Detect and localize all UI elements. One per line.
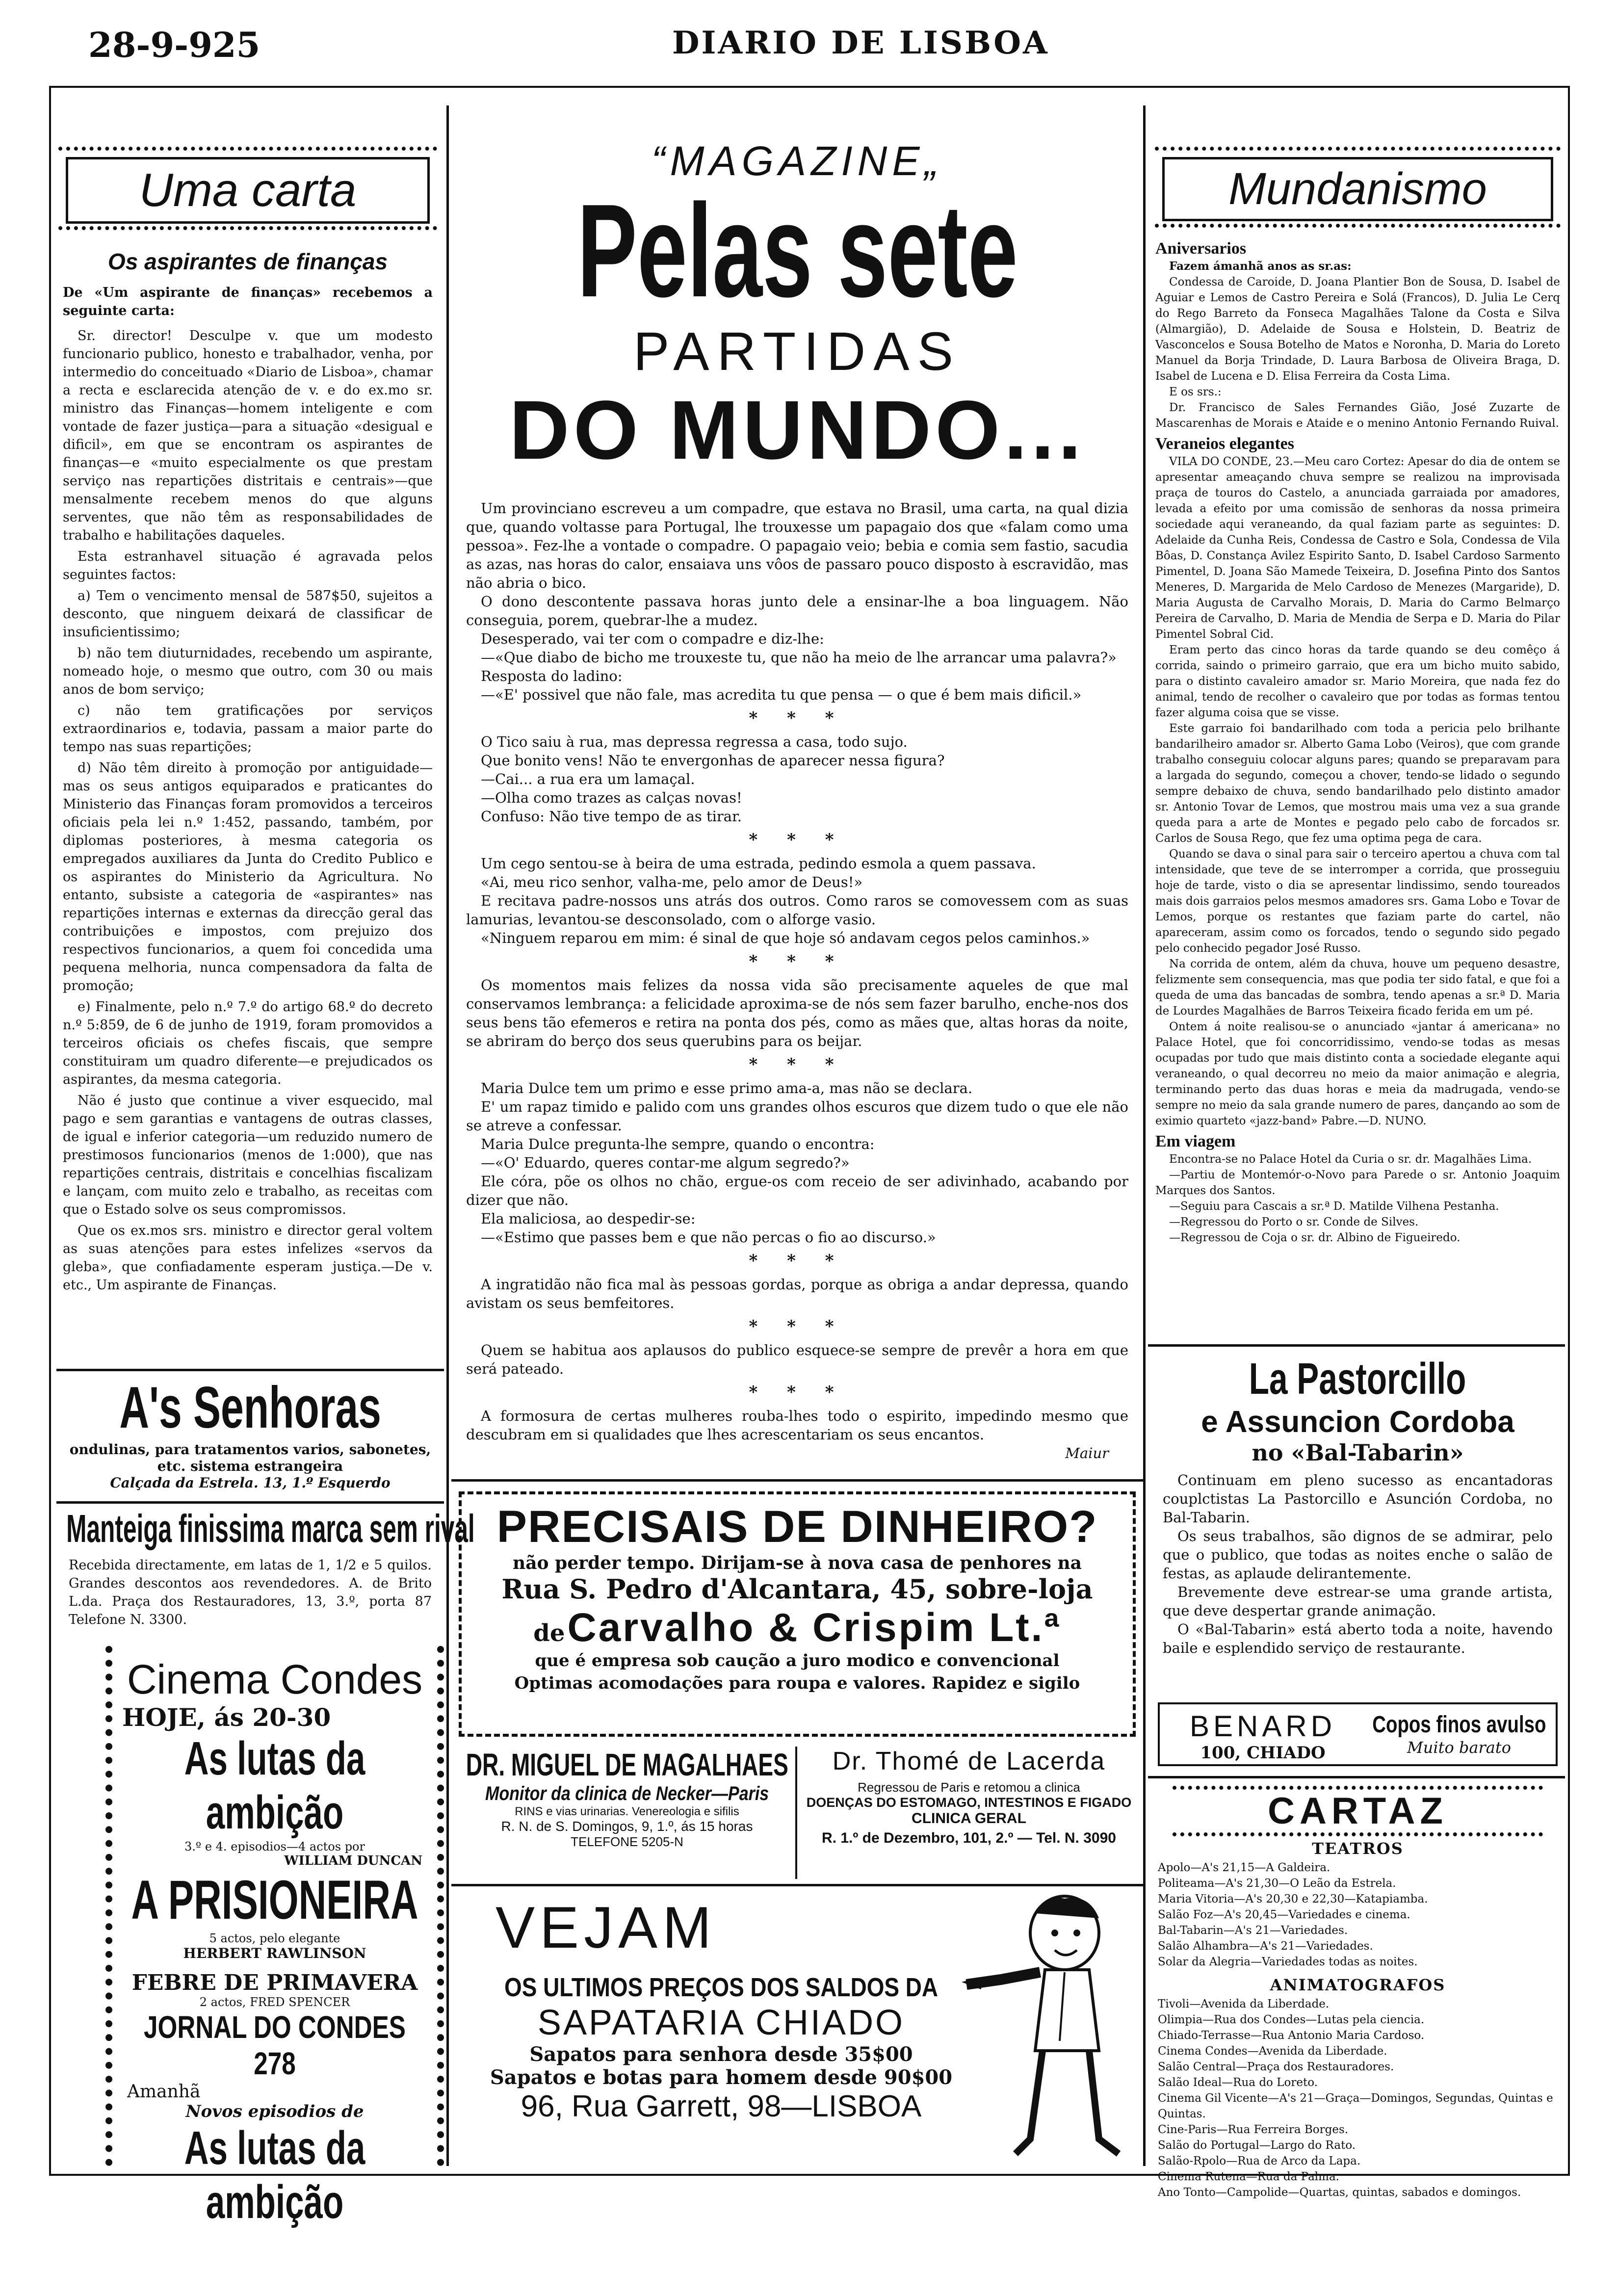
anim-item: Salão-Rpolo—Rua de Arco da Lapa. <box>1158 2155 1361 2167</box>
film-4: JORNAL DO CONDES 278 <box>144 2009 406 2081</box>
film-2-info: 5 actos, pelo elegante <box>209 1931 340 1945</box>
story-paragraph: A ingratidão não fica mal às pessoas gordas, porque as obriga a andar depressa, quando avistam os seus bemfeitores. <box>466 1276 1128 1311</box>
magazine-body <box>466 499 1128 1462</box>
story-paragraph: Confuso: Não tive tempo de as tirar. <box>481 808 742 825</box>
animatografos-title: ANIMATOGRAFOS <box>1270 1976 1446 1994</box>
pastorcillo-title-2: e Assuncion Cordoba <box>1201 1405 1514 1439</box>
column-rule-right <box>1143 105 1146 2166</box>
magazine-kicker: “MAGAZINE„ <box>651 138 943 184</box>
cartaz-title: CARTAZ <box>1173 1786 1543 1836</box>
story-paragraph: E recitava padre-nossos uns atrás dos outros. Como raros se comovessem com as suas lamurias, levantou-se desconsolado, com o alforge vasio. <box>466 892 1128 928</box>
aniv-text-2: Dr. Francisco de Sales Fernandes Gião, José Zuzarte de Mascarenhas de Morais e Ataide e o menino Antonio Fernando Ruival. <box>1155 401 1560 430</box>
left-rule-1 <box>56 1369 444 1371</box>
separator-stars: * * * <box>749 1055 846 1074</box>
lacerda-line1: Regressou de Paris e retomou a clinica <box>858 1780 1080 1795</box>
film-1: As lutas da ambição <box>184 1732 365 1839</box>
teatro-item: Bal-Tabarin—A's 21—Variedades. <box>1158 1924 1348 1937</box>
story-paragraph: Um provinciano escreveu a um compadre, que estava no Brasil, uma carta, na qual dizia que, quando voltasse para Portugal, lhe trouxesse um papagaio dos que «falam como uma pessoa». Fez-lhe a vontade o compadre. O papagaio veio; bebia e comia sem fastio, sacudia as azas, nas horas do calor, ensaiava uns vôos de passaro pouco disposto à escravidão, mas não abria o bico. <box>466 500 1128 591</box>
senhoras-title: A's Senhoras <box>119 1375 381 1440</box>
story-paragraph: O Tico saiu à rua, mas depressa regressa a casa, todo sujo. <box>481 733 908 750</box>
teatros-list <box>1158 1860 1558 1970</box>
film-3-info: 2 actos, FRED SPENCER <box>199 1995 350 2009</box>
anim-item: Tivoli—Avenida da Liberdade. <box>1158 1998 1330 2010</box>
right-rule-2 <box>1148 1776 1565 1778</box>
story-paragraph: —«E' possivel que não fale, mas acredita tu que pensa — o que é bem mais dificil.» <box>481 686 1082 703</box>
magalhaes-addr: R. N. de S. Domingos, 9, 1.º, ás 15 horas <box>501 1819 753 1834</box>
story-paragraph: Maria Dulce tem um primo e esse primo ama-a, mas não se declara. <box>481 1080 973 1096</box>
viagem-item: —Regressou de Coja o sr. dr. Albino de Figueiredo. <box>1169 1231 1461 1244</box>
separator-stars: * * * <box>749 952 846 971</box>
story-paragraph: Ele córa, põe os olhos no chão, ergue-os com receio de ser adivinhado, acabando por dizer que não. <box>466 1173 1128 1208</box>
column-rule-left <box>446 105 449 2166</box>
veraneio-paragraph: Ontem á noite realisou-se o anunciado «jantar á americana» no Palace Hotel, que foi concorridissimo, vendo-se todas as mesas ocupadas por tudo que mais distinto conta a sociedade elegante aqui veraneando, o qual decorreu no meio da maior animação e alegria, terminando perto das duas horas e meia da madrugada, vendo-se sempre no meio da sala grande numero de pares, dançando ao som de eximio quarteto «jazz-band» Pabre.—D. NUNO. <box>1155 1020 1560 1127</box>
vejam-ad <box>461 1894 1133 2159</box>
story-paragraph: —«Estimo que passes bem e que não percas o fio ao discurso.» <box>481 1229 936 1246</box>
veraneio-paragraph: Eram perto das cinco horas da tarde quando se deu comêço á corrida, saindo o primeiro garraio, que era um bicho muito sabido, para o distinto cavaleiro amador sr. Mario Moreira, que nada fez do animal, tendo de recolher o cavaleiro que por todas as formas tentou fazer alguma coisa que se visse. <box>1155 644 1560 719</box>
vejam-line1: OS ULTIMOS PREÇOS DOS SALDOS DA <box>504 1973 939 2002</box>
story-paragraph: Desesperado, vai ter com o compadre e diz-lhe: <box>481 630 824 647</box>
teatro-item: Salão Foz—A's 20,45—Variedades e cinema. <box>1158 1908 1410 1921</box>
film-1-star: WILLIAM DUNCAN <box>284 1853 422 1868</box>
benard-name: BENARD <box>1189 1710 1336 1743</box>
anim-item: Cinema Condes—Avenida da Liberdade. <box>1158 2045 1387 2058</box>
viagem-item: —Seguiu para Cascais a sr.ª D. Matilde Vilhena Pestanha. <box>1169 1200 1499 1213</box>
precisais-line4: que é empresa sob caução a juro modico e convencional <box>535 1651 1060 1670</box>
magalhaes-phone: TELEFONE 5205-N <box>571 1834 683 1849</box>
story-paragraph: Maria Dulce pregunta-lhe sempre, quando o encontra: <box>481 1136 875 1152</box>
pastorcillo-where: no «Bal-Tabarin» <box>1252 1439 1464 1466</box>
story-paragraph: —«Que diabo de bicho me trouxeste tu, que não ha meio de lhe arrancar uma palavra?» <box>481 649 1117 666</box>
teatro-item: Salão Alhambra—A's 21—Variedades. <box>1158 1940 1373 1953</box>
precisais-firm: Carvalho & Crispim Lt.ª <box>567 1605 1061 1650</box>
headline-2: PARTIDAS <box>633 321 961 382</box>
pastorcillo-article <box>1153 1354 1563 1688</box>
separator-stars: * * * <box>749 1383 846 1402</box>
cinema-tomorrow: Amanhã <box>127 2082 201 2102</box>
story-paragraph: «Ninguem reparou em mim: é sinal de que hoje só andavam cegos pelos caminhos.» <box>481 930 1090 946</box>
story-paragraph: —«O' Eduardo, queres contar-me algum segredo?» <box>481 1154 850 1171</box>
vejam-line5: 96, Rua Garrett, 98—LISBOA <box>521 2089 922 2123</box>
story-paragraph: —Cai... a rua era um lamaçal. <box>481 771 695 787</box>
film-2-star: HERBERT RAWLINSON <box>183 1945 366 1961</box>
animatografos-list <box>1158 1996 1558 2200</box>
story-paragraph: Os momentos mais felizes da nossa vida são precisamente aqueles de que mal conservamos lembrança: a felicidade aproxima-se de nós sem fazer barulho, enche-nos dos seus bens tão efemeros e retira na ponta dos pés, como as mães que, altas horas da noite, se abriram do berço dos seus querubins para os beijar. <box>466 977 1128 1049</box>
pastorcillo-paragraph: O «Bal-Tabarin» está aberto toda a noite, havendo baile e esplendido serviço de restaurante. <box>1163 1621 1553 1656</box>
separator-stars: * * * <box>749 1251 846 1271</box>
story-paragraph: O dono descontente passava horas junto dele a ensinar-lhe a boa linguagem. Não conseguia, porem, quebrar-lhe a mudez. <box>466 593 1128 628</box>
teatro-item: Politeama—A's 21,30—O Leão da Estrela. <box>1158 1877 1396 1890</box>
carta-intro: De «Um aspirante de finanças» recebemos a seguinte carta: <box>63 285 433 318</box>
carta-paragraph: c) não tem gratificações por serviços extraordinarios e, todavia, passam a maior parte do tempo nas suas repartições; <box>63 703 433 755</box>
story-paragraph: Resposta do ladino: <box>481 668 623 684</box>
carta-paragraph: e) Finalmente, pelo n.º 7.º do artigo 68.º do decreto n.º 5:859, de 6 de junho de 1919, foram promovidos a terceiros oficiais os chefes fiscais, que sempre constituiram um quadro diferente—e prejudicados os aspirantes, da mesma categoria. <box>63 999 433 1087</box>
story-paragraph: «Ai, meu rico senhor, valha-me, pelo amor de Deus!» <box>481 874 863 890</box>
left-rule-2 <box>56 1501 444 1504</box>
right-rule-1 <box>1148 1344 1565 1347</box>
cinema-when: HOJE, ás 20-30 <box>122 1703 331 1732</box>
aniv-lead: Fazem ámanhã anos as sr.as: <box>1169 260 1352 273</box>
middle-rule-2 <box>451 1884 1143 1886</box>
precisais-line1: não perder tempo. Dirijam-se à nova casa de penhores na <box>513 1553 1082 1573</box>
teatros-title: TEATROS <box>1312 1839 1404 1858</box>
precisais-ad <box>459 1491 1136 1737</box>
middle-column <box>456 128 1138 1462</box>
mundanismo-body <box>1155 241 1560 1246</box>
veraneio-paragraph: Este garraio foi bandarilhado com toda a pericia pelo brilhante bandarilheiro amador sr. Alberto Gama Lobo (Veiros), que com grande trabalho conseguiu colocar alguns pares; quando se preparavam para a largada do segundo, começou a chover, tendo-se lidado o segundo sempre debaixo de chuva, sendo bandarilhado pelo distinto amador sr. Antonio Tovar de Lemos, que mostrou mais uma vez a sua grande queda para a arte de Montes e pegado pelo cabo de forcados sr. Carlos de Sousa Rego, que fez uma optima pega de cara. <box>1155 722 1560 845</box>
magalhaes-text: RINS e vias urinarias. Venereologia e sifilis <box>515 1805 739 1818</box>
benard-slogan-2: Muito barato <box>1407 1738 1511 1757</box>
viagem-item: —Regressou do Porto o sr. Conde de Silves. <box>1169 1216 1419 1228</box>
anim-item: Salão Central—Praça dos Restauradores. <box>1158 2061 1394 2073</box>
cartaz-section <box>1153 1781 1563 2199</box>
vejam-line3: Sapatos para senhora desde 35$00 <box>529 2043 913 2066</box>
story-paragraph: Ela maliciosa, ao despedir-se: <box>481 1210 696 1227</box>
manteiga-ad <box>59 1506 475 1639</box>
pastorcillo-paragraph: Os seus trabalhos, são dignos de se admirar, pelo que o publico, que todas as noites enche o salão de festas, as aplaude delirantemente. <box>1163 1528 1553 1582</box>
aspirantes-subtitle: Os aspirantes de finanças <box>107 249 388 274</box>
benard-ad <box>1158 1702 1558 1766</box>
headline-3: DO MUNDO... <box>509 384 1086 477</box>
senhoras-line1: ondulinas, para tratamentos varios, sabonetes, etc. sistema estrangeira <box>69 1441 431 1474</box>
magalhaes-name: DR. MIGUEL DE MAGALHAES <box>466 1747 788 1782</box>
magalhaes-title: Monitor da clinica de Necker—Paris <box>485 1783 769 1804</box>
cinema-condes-ad <box>105 1646 444 2228</box>
viagem-item: Encontra-se no Palace Hotel da Curia o sr. dr. Magalhães Lima. <box>1169 1153 1532 1166</box>
separator-stars: * * * <box>749 830 846 850</box>
anim-item: Salão Ideal—Rua do Loreto. <box>1158 2076 1318 2089</box>
precisais-de: de <box>533 1619 565 1647</box>
carta-paragraph: b) não tem diuturnidades, recebendo um aspirante, nomeado hoje, o mesmo que outro, com 30 ou mais anos de bom serviço; <box>63 646 433 697</box>
anim-item: Ano Tonto—Campolide—Quartas, quintas, sabados e domingos. <box>1158 2186 1521 2199</box>
anim-item: Cinema Gil Vicente—A's 21—Graça—Domingos, Segundas, Quintas e Quintas. <box>1158 2092 1553 2120</box>
vejam-line4: Sapatos e botas para homem desde 90$00 <box>490 2066 953 2089</box>
aniv-text: Condessa de Caroide, D. Joana Plantier Bon de Sousa, D. Isabel de Aguiar e Lemos de Castro Pereira e Solá (Francos), D. Julia Le Cerq do Rego Barreto da Fonseca Magalhães Talone da Costa e Silva (Almargião), D. Adelaide de Sousa e Holstein, D. Beatriz de Vasconcelos e Sousa Botelho de Matos e Noronha, D. Maria do Loreto Manuel da Borja Trindade, D. Laura Barbosa de Oliveira Braga, D. Isabel de Lucena e D. Elisa Ferreira da Costa Lima. <box>1155 276 1560 383</box>
story-paragraph: Quem se habitua aos aplausos do publico esquece-se sempre de prevêr a hora em que será pateado. <box>466 1342 1128 1377</box>
benard-slogan-1: Copos finos avulso <box>1372 1712 1546 1738</box>
story-paragraph: A formosura de certas mulheres rouba-lhes todo o espirito, impedindo mesmo que descubram em si qualidades que lhes acrescentariam os seus encantos. <box>466 1408 1128 1443</box>
magalhaes-ad <box>459 1747 797 1879</box>
lacerda-addr: R. 1.º de Dezembro, 101, 2.º — Tel. N. 3090 <box>822 1830 1116 1846</box>
section-em-viagem: Em viagem <box>1155 1132 1236 1150</box>
separator-stars: * * * <box>749 1317 846 1336</box>
precisais-line5: Optimas acomodações para roupa e valores. Rapidez e sigilo <box>514 1673 1080 1693</box>
manteiga-text: Recebida directamente, em latas de 1, 1/2 e 5 quilos. Grandes descontos aos revendedores. A. de Brito L.da. Praça dos Restauradores, 13, 3.º, porta 87 Telefone N. 3300. <box>69 1558 432 1627</box>
carta-paragraph: a) Tem o vencimento mensal de 587$50, sujeitos a desconto, que ninguem deixará de classificar de insuficientissimo; <box>63 588 433 640</box>
pastorcillo-paragraph: Continuam em pleno sucesso as encantadoras couplctistas La Pastorcillo e Asunción Cordoba, no Bal-Tabarin. <box>1163 1472 1553 1526</box>
middle-rule <box>451 1479 1143 1482</box>
teatro-item: Maria Vitoria—A's 20,30 e 22,30—Katapiamba. <box>1158 1893 1428 1905</box>
separator-stars: * * * <box>749 708 846 728</box>
anim-item: Chiado-Terrasse—Rua Antonio Maria Cardoso. <box>1158 2029 1425 2042</box>
manteiga-title: Manteiga finissima marca sem rival <box>66 1507 475 1550</box>
cinema-next-film: As lutas da ambição <box>184 2122 365 2228</box>
vejam-title: VEJAM <box>496 1895 717 1960</box>
story-paragraph: Que bonito vens! Não te envergonhas de aparecer nessa figura? <box>481 752 945 769</box>
headline-1: Pelas sete <box>576 177 1018 325</box>
benard-addr: 100, CHIADO <box>1200 1743 1326 1763</box>
senhoras-line2: Calçada da Estrela. 13, 1.º Esquerdo <box>110 1475 391 1491</box>
film-3: FEBRE DE PRIMAVERA <box>131 1970 418 1995</box>
uma-carta-title: Uma carta <box>66 157 430 224</box>
story-paragraph: —Olha como trazes as calças novas! <box>481 789 742 806</box>
story-paragraph: Um cego sentou-se à beira de uma estrada, pedindo esmola a quem passava. <box>481 855 1036 872</box>
carta-body <box>63 327 433 1294</box>
aniv-lead-2: E os srs.: <box>1169 386 1222 398</box>
mundanismo-title: Mundanismo <box>1162 157 1553 221</box>
section-veraneios: Veraneios elegantes <box>1155 435 1294 453</box>
veraneio-paragraph: Na corrida de ontem, além da chuva, houve um pequeno desastre, felizmente sem consequencia, mas que podia ter sido fatal, e que foi a queda de uma das bancadas de sombra, tendo apenas a sr.ª D. Maria de Lourdes Magalhães de Barros Teixeira ficado ferida em um pé. <box>1155 958 1560 1018</box>
lacerda-name: Dr. Thomé de Lacerda <box>832 1747 1106 1775</box>
anim-item: Salão do Portugal—Largo do Rato. <box>1158 2139 1356 2152</box>
anim-item: Olimpia—Rua dos Condes—Lutas pela ciencia. <box>1158 2013 1425 2026</box>
veraneio-paragraph: VILA DO CONDE, 23.—Meu caro Cortez: Apesar do dia de ontem se apresentar ameaçando chuva sempre se realizou na improvisada praça de touros do Castelo, a anunciada garraiada por amadores, levada a efeito por uma comissão de senhoras da nossa primeira sociedade aqui veraneando, da qual faziam parte as seguintes: D. Adelaide da Cunha Reis, Condessa de Castro e Sola, Condessa de Vila Bôas, D. Constança Avilez Espirito Santo, D. Isabel Cardoso Sarmento Pimentel, D. Joana São Mamede Teixeira, D. Josefina Pinto dos Santos Meneres, D. Margarida de Melo Cardoso de Menezes (Margaride), D. Maria Augusta de Carvalho Morais, D. Maria do Carmo Belmarço Pereira de Carvalho, D. Maria de Mendia de Serpa e D. Maria do Pilar Pimentel Sobral Cid. <box>1155 455 1560 641</box>
vejam-line2: SAPATARIA CHIADO <box>537 2003 905 2042</box>
precisais-line2: Rua S. Pedro d'Alcantara, 45, sobre-loja <box>501 1573 1093 1605</box>
senhoras-ad <box>59 1374 442 1496</box>
anim-item: Cinema Rutena—Rua da Palma. <box>1158 2170 1339 2183</box>
pointing-man-illustration <box>962 1894 1128 2159</box>
precisais-title: PRECISAIS DE DINHEIRO? <box>496 1502 1098 1552</box>
film-1-info: 3.º e 4. episodios—4 actos por <box>184 1840 365 1853</box>
carta-paragraph: Esta estranhavel situação é agravada pelos seguintes factos: <box>63 549 433 582</box>
magazine-signature: Maiur <box>1065 1445 1109 1461</box>
page-date: 28-9-925 <box>88 25 261 65</box>
carta-paragraph: Não é justo que continue a viver esquecido, mal pago e sem garantias e vantagens de outras classes, de igual e inferior categoria—um reduzido numero de prestimosos funcionarios (menos de 1:000), que nas repartições centrais, distritais e concelhias fiscalizam e lançam, com muito zelo e trabalho, as receitas com que o Estado solve os seus compromissos. <box>63 1093 433 1217</box>
lacerda-line3: CLINICA GERAL <box>912 1810 1026 1826</box>
carta-paragraph: Que os ex.mos srs. ministro e director geral voltem as suas atenções para estes infelizes «servos da gleba», que confiadamente esperam justiça.—De v. etc., Um aspirante de Finanças. <box>63 1223 433 1293</box>
newspaper-name: DIARIO DE LISBOA <box>672 25 1049 61</box>
film-2: A PRISIONEIRA <box>131 1869 418 1931</box>
carta-paragraph: d) Não têm direito à promoção por antiguidade—mas os seus antigos equiparados e praticantes do Ministerio das Finanças foram promovidos a terceiros oficiais pela lei n.º 1:452, passando, também, por diplomas posteriores, à mesma categoria os empregados auxiliares da Junta do Credito Publico e os aspirantes do Ministerio da Agricultura. No entanto, subsiste a categoria de «aspirantes» nas repartições internas e externas da direcção geral das contribuições e impostos, com prejuizo dos respectivos funcionarios, a quem foi concedida uma pequena melhoria, nunca compensadora da falta de promoção; <box>63 760 433 993</box>
lacerda-line2: DOENÇAS DO ESTOMAGO, INTESTINOS E FIGADO <box>806 1795 1132 1810</box>
section-aniversarios: Aniversarios <box>1155 239 1247 258</box>
cinema-name: Cinema Condes <box>127 1656 423 1702</box>
teatro-item: Solar da Alegria—Variedades todas as noites. <box>1158 1956 1418 1968</box>
carta-paragraph: Sr. director! Desculpe v. que um modesto funcionario publico, honesto e trabalhador, venha, por intermedio do conceituado «Diario de Lisboa», chamar a recta e esclarecida atenção de v. e do ex.mo sr. ministro das Finanças—homem inteligente e com vontade de fazer justiça—para a situação «desigual e dificil», em que se encontram os aspirantes de finanças—e «muito especialmente os que prestam serviço nas repartições distritais e centrais»—que mensalmente recebem menos do que alguns serventes, que não têm as responsabilidades de trabalho e habilitações daqueles. <box>63 328 433 543</box>
teatro-item: Apolo—A's 21,15—A Galdeira. <box>1158 1861 1330 1874</box>
viagem-item: —Partiu de Montemór-o-Novo para Parede o sr. Antonio Joaquim Marques dos Santos. <box>1155 1169 1560 1197</box>
pastorcillo-paragraph: Brevemente deve estrear-se uma grande artista, que deve despertar grande animação. <box>1163 1584 1553 1619</box>
veraneio-paragraph: Quando se dava o sinal para sair o terceiro apertou a chuva com tal intensidade, que teve de se interromper a corrida, que prosseguiu hoje de tarde, visto o dia se apresentar lindissimo, sendo toureados mais dois garraios pelos mesmos amadores srs. Gama Lobo e Tovar de Lemos, porque os restantes que faziam parte do cartel, não apareceram, assim como os forcados, tendo o segundo sido pegado pelo conhecido pegador José Russo. <box>1155 848 1560 955</box>
cinema-next: Novos episodios de <box>185 2102 364 2121</box>
anim-item: Cine-Paris—Rua Ferreira Borges. <box>1158 2123 1349 2136</box>
story-paragraph: E' um rapaz timido e palido com uns grandes olhos escuros que dizem tudo o que ele não se atreve a confessar. <box>466 1098 1128 1134</box>
lacerda-ad <box>802 1747 1136 1879</box>
pastorcillo-title: La Pastorcillo <box>1249 1355 1466 1404</box>
